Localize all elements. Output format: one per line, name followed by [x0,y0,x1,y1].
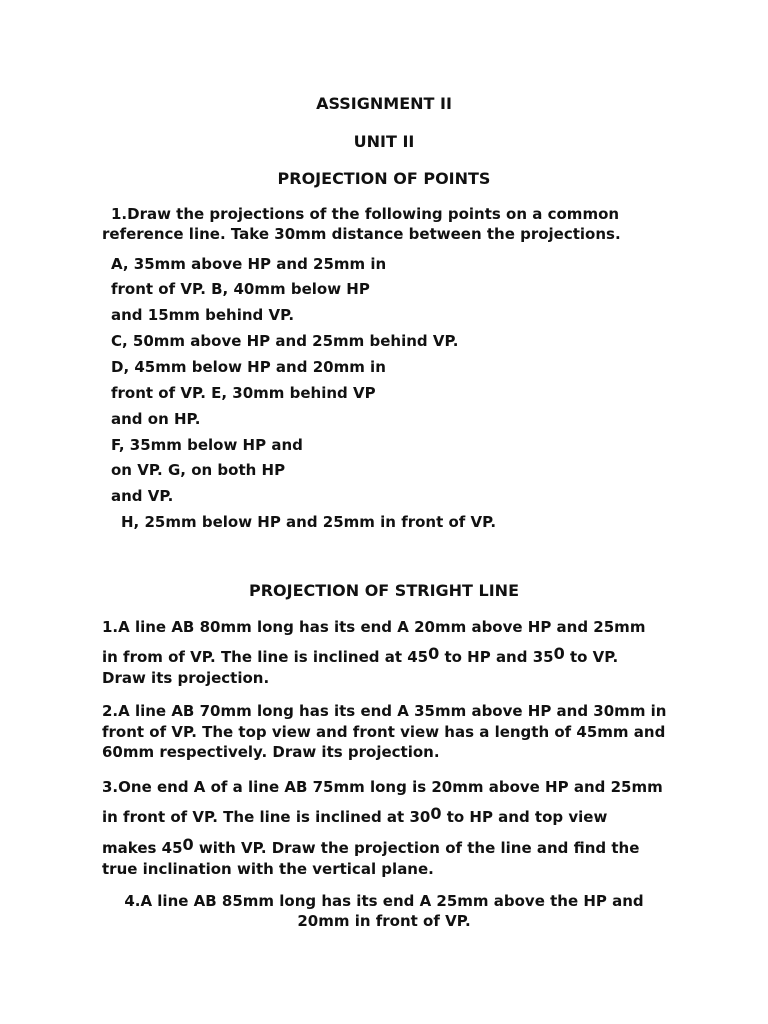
unit-title: UNIT II [353,132,415,151]
point-list-line: on VP. G, on both HP [111,461,286,479]
point-list-line: F, 35mm below HP and [111,436,303,454]
line-question-3-line-4: true inclination with the vertical plane. [102,860,434,878]
question-1-line-2: reference line. Take 30mm distance between the projections. [102,225,621,243]
question-1-line-1: 1.Draw the projections of the following points on a common [111,205,620,223]
section-heading-points: PROJECTION OF POINTS [277,169,491,188]
point-list-line: H, 25mm below HP and 25mm in front of VP. [121,513,497,531]
point-list-line: D, 45mm below HP and 20mm in [111,358,386,376]
line-question-4-line-2: 20mm in front of VP. [297,912,471,930]
line-question-1-line-3: Draw its projection. [102,669,270,687]
point-list-line: C, 50mm above HP and 25mm behind VP. [111,332,459,350]
section-heading-lines: PROJECTION OF STRIGHT LINE [249,581,519,600]
degree-superscript: 0 [430,804,442,823]
line-question-4-line-1: 4.A line AB 85mm long has its end A 25mm above the HP and [124,892,644,910]
line-question-2-line-1: 2.A line AB 70mm long has its end A 35mm above HP and 30mm in [102,702,667,720]
line-question-2-line-3: 60mm respectively. Draw its projection. [102,743,440,761]
line-question-3-line-3: makes $45^0$ with VP. Draw the projection of the line and find the [102,835,640,857]
line-question-1-line-2: in from of VP. The line is inclined at $45^0$ to HP and $35^0$ to VP. [102,644,619,666]
degree-superscript: 0 [182,835,194,854]
line-question-3-line-2: in front of VP. The line is inclined at $30^0$ to HP and top view [102,804,608,826]
point-list-line: A, 35mm above HP and 25mm in [111,255,387,273]
point-list-line: and VP. [111,487,174,505]
point-list-line: front of VP. E, 30mm behind VP [111,384,376,402]
line-question-3-line-1: 3.One end A of a line AB 75mm long is 20mm above HP and 25mm [102,778,663,796]
degree-superscript: 0 [428,644,440,663]
point-list-line: and on HP. [111,410,201,428]
assignment-title: ASSIGNMENT II [316,94,452,113]
line-question-2-line-2: front of VP. The top view and front view has a length of 45mm and [102,723,666,741]
degree-superscript: 0 [553,644,565,663]
point-list-line: and 15mm behind VP. [111,306,295,324]
point-list-line: front of VP. B, 40mm below HP [111,280,370,298]
line-question-1-line-1: 1.A line AB 80mm long has its end A 20mm above HP and 25mm [102,618,646,636]
